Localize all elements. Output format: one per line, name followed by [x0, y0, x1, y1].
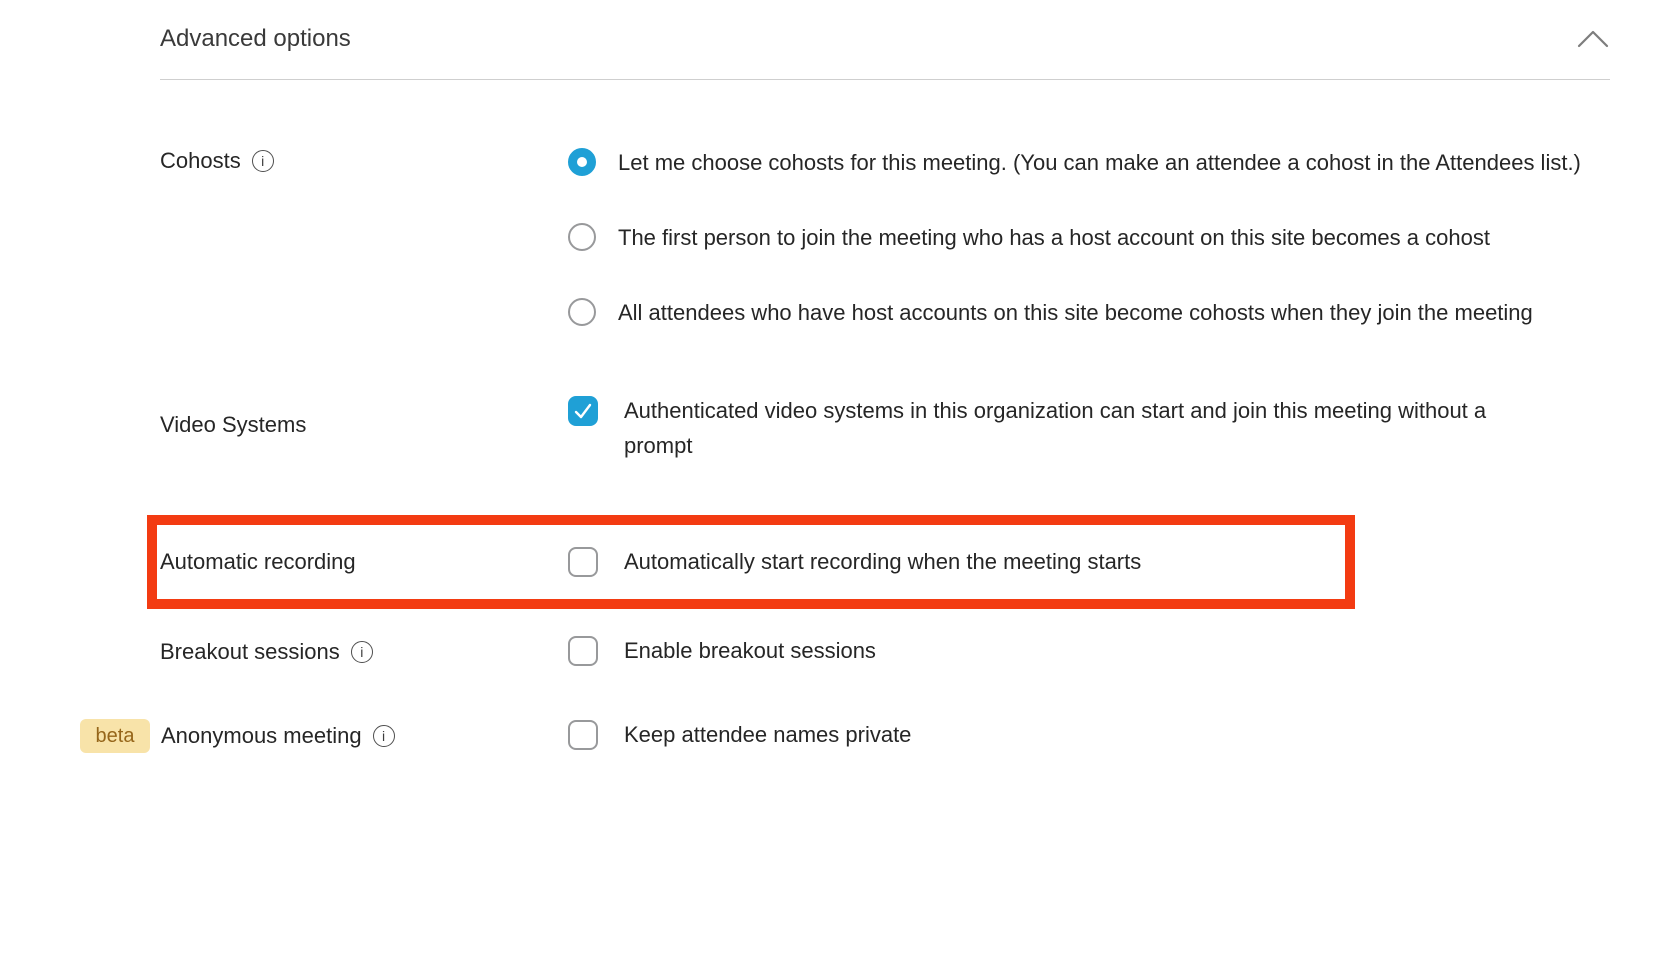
checkbox-unchecked-icon[interactable] [568, 547, 598, 577]
info-icon[interactable] [252, 150, 274, 172]
cohosts-options [568, 132, 1662, 357]
radio-unselected-icon[interactable] [568, 223, 596, 251]
header-divider [160, 79, 1610, 80]
breakout-sessions-checkbox-row[interactable] [568, 633, 1662, 668]
automatic-recording-label: Automatic recording [160, 549, 356, 574]
automatic-recording-checkbox-label: Automatically start recording when the meeting starts [624, 549, 1142, 574]
video-systems-checkbox-row[interactable] [568, 393, 1662, 463]
cohost-option-first-person-label: The first person to join the meeting who has a host account on this site becomes a cohost [618, 225, 1490, 250]
info-icon[interactable] [373, 725, 395, 747]
checkbox-unchecked-icon[interactable] [568, 636, 598, 666]
video-systems-label-cell [160, 393, 568, 439]
breakout-sessions-label: Breakout sessions [160, 639, 340, 664]
video-systems-label: Video Systems [160, 412, 307, 437]
cohost-option-all-attendees-label: All attendees who have host accounts on this site become cohosts when they join the meeting [618, 300, 1533, 325]
anonymous-meeting-checkbox-label: Keep attendee names private [624, 722, 912, 747]
cohost-option-first-person[interactable] [568, 207, 1662, 268]
info-icon[interactable] [351, 641, 373, 663]
check-icon [568, 396, 598, 426]
section-header [0, 0, 1662, 55]
breakout-sessions-label-cell [160, 633, 568, 666]
settings-row-breakout-sessions [0, 633, 1662, 668]
cohost-option-choose-label: Let me choose cohosts for this meeting. (You can make an attendee a cohost in the Attendees list.) [618, 150, 1581, 175]
automatic-recording-label-cell [160, 548, 568, 576]
breakout-sessions-checkbox-label: Enable breakout sessions [624, 638, 876, 663]
highlight-rectangle [147, 515, 1355, 609]
video-systems-checkbox-label: Authenticated video systems in this organization can start and join this meeting without a prompt [624, 398, 1487, 458]
checkbox-unchecked-icon[interactable] [568, 720, 598, 750]
automatic-recording-checkbox-row[interactable] [568, 547, 1345, 577]
radio-unselected-icon[interactable] [568, 298, 596, 326]
settings-row-automatic-recording [157, 525, 1345, 599]
radio-selected-icon[interactable] [568, 148, 596, 176]
cohost-option-all-attendees[interactable] [568, 282, 1662, 343]
anonymous-meeting-label-cell [95, 717, 568, 753]
beta-badge: beta [80, 719, 150, 753]
section-title: Advanced options [160, 25, 351, 52]
settings-row-anonymous-meeting [0, 717, 1662, 753]
anonymous-meeting-checkbox-row[interactable] [568, 717, 1662, 753]
chevron-up-icon[interactable] [1576, 28, 1610, 55]
settings-row-video-systems [0, 393, 1662, 463]
settings-row-cohosts [0, 132, 1662, 357]
checkbox-checked-icon[interactable] [568, 396, 598, 426]
anonymous-meeting-label: Anonymous meeting [161, 723, 362, 748]
cohost-option-choose[interactable] [568, 132, 1662, 193]
cohosts-label-cell [160, 132, 568, 175]
cohosts-label: Cohosts [160, 148, 241, 173]
